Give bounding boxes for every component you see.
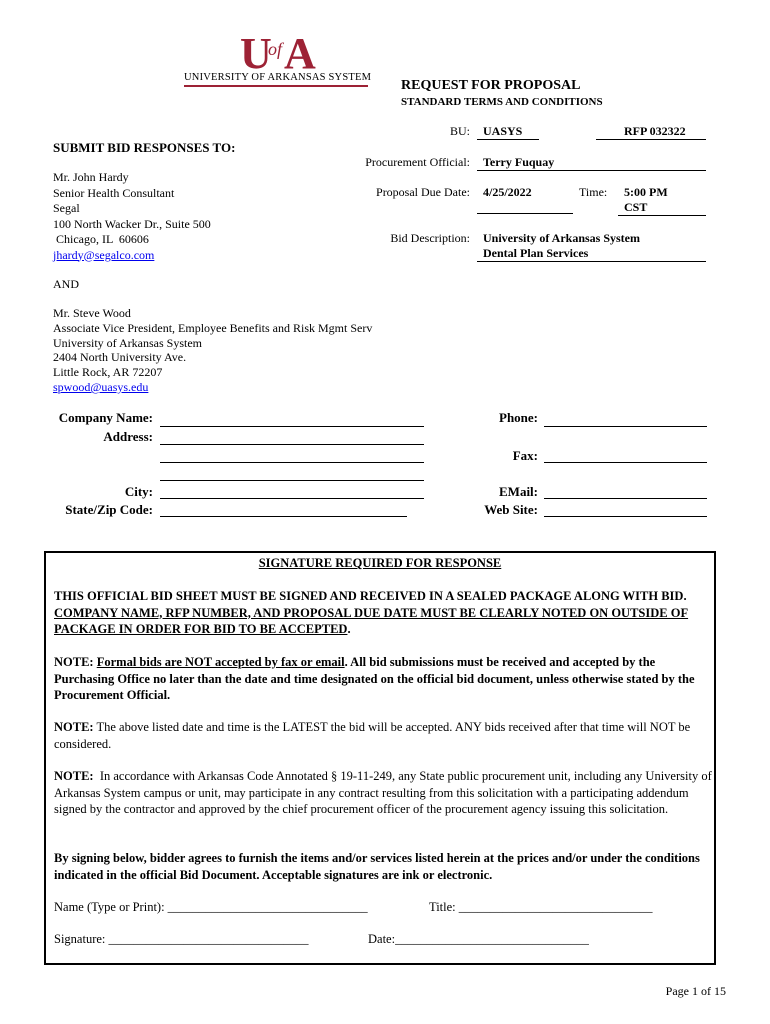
bu-value: UASYS: [477, 124, 539, 140]
email-label: EMail:: [499, 484, 538, 499]
contact-2-line: Associate Vice President, Employee Benefits and Risk Mgmt Serv: [53, 320, 373, 335]
contact-1-line: Senior Health Consultant: [53, 185, 175, 200]
name-field[interactable]: Name (Type or Print): ________________________________: [54, 900, 368, 914]
p1-text: THIS OFFICIAL BID SHEET MUST BE SIGNED AND RECEIVED IN A SEALED PACKAGE ALONG WITH BID.: [54, 589, 693, 603]
city-field[interactable]: [160, 498, 424, 499]
logo-text: UNIVERSITY OF ARKANSAS SYSTEM: [184, 72, 372, 83]
company-name-label: Company Name:: [58, 410, 153, 425]
email-field[interactable]: [544, 498, 707, 499]
due-date-label: Proposal Due Date:: [376, 185, 470, 199]
svg-text:U: U: [240, 29, 272, 78]
note-1-text: . All bid submissions must be received and accepted by the Purchasing Office no later than the date and time designated on the official bid document, unless otherwise stated by the Procurement Official.: [54, 655, 695, 702]
fax-label: Fax:: [512, 448, 538, 463]
note-2-text: The above listed date and time is the LATEST the bid will be accepted. ANY bids received after that time will NOT be considered.: [54, 720, 691, 751]
note-3-label: NOTE:: [54, 769, 94, 783]
contact-2-line: 2404 North University Ave.: [53, 350, 187, 365]
time-value: 5:00 PM: [624, 185, 668, 199]
fax-field[interactable]: [544, 462, 707, 463]
contact-1-line: Mr. John Hardy: [53, 170, 129, 184]
note-1: [54, 654, 714, 704]
note-3: [54, 768, 714, 818]
contact-1-line: Segal: [53, 201, 80, 215]
official-bid-paragraph: [54, 588, 714, 638]
note-2: [54, 719, 714, 752]
bid-desc-line2: Dental Plan Services: [477, 246, 706, 262]
address-label: Address:: [103, 429, 153, 444]
website-field[interactable]: [544, 516, 707, 517]
page-subtitle: STANDARD TERMS AND CONDITIONS: [401, 96, 603, 108]
state-zip-label: State/Zip Code:: [65, 502, 153, 517]
date-field[interactable]: Date:_______________________________: [368, 932, 589, 946]
page-number: Page 1 of 15: [665, 984, 726, 998]
address-field-1[interactable]: [160, 444, 424, 445]
contact-1: [53, 170, 211, 263]
signature-box-title: SIGNATURE REQUIRED FOR RESPONSE: [258, 556, 502, 570]
p1-end: .: [347, 622, 351, 636]
submit-heading: SUBMIT BID RESPONSES TO:: [53, 140, 236, 155]
time-zone: CST: [618, 200, 706, 216]
contact-1-email[interactable]: jhardy@segalco.com: [53, 247, 155, 262]
address-field-3[interactable]: [160, 480, 424, 481]
contact-2-line: University of Arkansas System: [53, 335, 202, 350]
contact-2: [53, 306, 372, 395]
svg-text:A: A: [284, 29, 316, 78]
city-label: City:: [124, 484, 153, 499]
official-value: Terry Fuquay: [477, 155, 706, 171]
page-title: REQUEST FOR PROPOSAL: [401, 78, 581, 93]
official-label: Procurement Official:: [365, 155, 470, 169]
note-3-text: In accordance with Arkansas Code Annotated § 19-11-249, any State public procurement unit, including any University of Arkansas System campus or unit, may participate in any contract resulting from this solicitation with a participating addendum signed by the contractor and approved by the chief procurement officer of the procurement agency issuing this solicitation.: [54, 769, 715, 816]
and-text: AND: [53, 277, 79, 291]
title-field[interactable]: Title: _______________________________: [429, 900, 653, 914]
company-name-field[interactable]: [160, 426, 424, 427]
note-1-underlined: Formal bids are NOT accepted by fax or email: [96, 655, 345, 669]
website-label: Web Site:: [484, 502, 538, 517]
address-field-2[interactable]: [160, 462, 424, 463]
bid-desc-label: Bid Description:: [390, 231, 470, 245]
contact-1-line: 100 North Wacker Dr., Suite 500: [53, 216, 211, 231]
logo-underline: [184, 85, 368, 87]
logo: [184, 28, 374, 88]
note-2-label: NOTE:: [54, 720, 94, 734]
bu-label: BU:: [449, 124, 470, 138]
bid-desc-line1: University of Arkansas System: [483, 231, 641, 245]
svg-text:of: of: [268, 39, 283, 59]
time-label: Time:: [579, 185, 608, 199]
due-date-line: [477, 213, 573, 214]
phone-field[interactable]: [544, 426, 707, 427]
due-date-value: 4/25/2022: [483, 185, 532, 199]
contact-2-email[interactable]: spwood@uasys.edu: [53, 379, 149, 394]
rfp-number: RFP 032322: [596, 124, 706, 140]
contact-2-line: Little Rock, AR 72207: [53, 365, 163, 380]
p1-underlined: COMPANY NAME, RFP NUMBER, AND PROPOSAL DUE DATE MUST BE CLEARLY NOTED ON OUTSIDE OF PACKAGE IN ORDER FOR BID TO BE ACCEPTED: [54, 605, 689, 636]
contact-1-line: Chicago, IL 60606: [53, 232, 149, 246]
state-zip-field[interactable]: [160, 516, 407, 517]
signature-field[interactable]: Signature: ________________________________: [54, 932, 309, 946]
phone-label: Phone:: [499, 410, 538, 425]
signing-agreement: By signing below, bidder agrees to furnish the items and/or services listed herein at the prices and/or under the conditions indicated in the official Bid Document. Acceptable signatures are ink or electronic.: [54, 851, 700, 882]
contact-2-line: Mr. Steve Wood: [53, 306, 131, 320]
note-1-label: NOTE:: [54, 655, 97, 669]
